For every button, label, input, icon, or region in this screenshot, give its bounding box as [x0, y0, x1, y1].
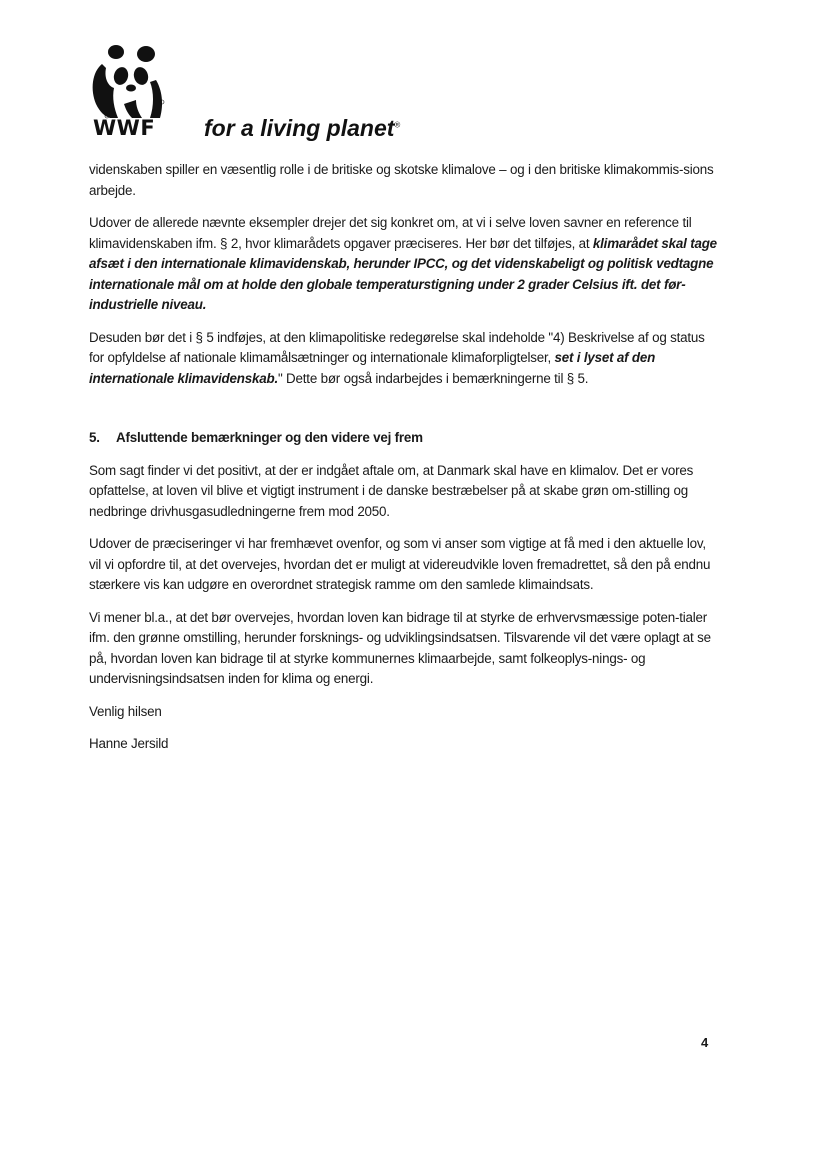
- signature-name: Hanne Jersild: [89, 736, 169, 751]
- paragraph-3: [89, 328, 721, 390]
- paragraph-2-text: Udover de allerede nævnte eksempler drejer det sig konkret om, at vi i selve loven savner en reference til klimavidenskaben ifm. § 2, hvor klimarådets opgaver præciseres. Her bør det tilføjes, at: [89, 215, 692, 251]
- paragraph-3-emphasis: set i lyset af den internationale klimavidenskab.: [89, 350, 656, 386]
- letter-body: [89, 160, 721, 767]
- registered-mark: ®: [394, 120, 401, 130]
- paragraph-3-tail: " Dette bør også indarbejdes i bemærkningerne til § 5.: [277, 370, 589, 386]
- paragraph-3-text: Desuden bør det i § 5 indføjes, at den klimapolitiske redegørelse skal indeholde "4) Beskrivelse af og status for opfyldelse af nationale klimamålsætninger og internationale klimaforpligtelser,: [89, 329, 705, 365]
- section-number: 5.: [89, 430, 100, 445]
- page-number: 4: [701, 1035, 709, 1050]
- closing: Venlig hilsen: [89, 703, 162, 719]
- section-title: Afsluttende bemærkninger og den videre vej frem: [116, 430, 423, 445]
- section-heading: [89, 428, 721, 449]
- paragraph-5: Udover de præciseringer vi har fremhævet ovenfor, og som vi anser som vigtige at få med i den aktuelle lov, vil vi opfordre til, at det overvejes, hvordan det er muligt at videreudvikle loven fremadrettet, så den på endnu stærkere vis kan udgøre en overordnet strategisk ramme om den samlede klimaindsats.: [89, 536, 711, 592]
- panda-icon: [88, 42, 178, 120]
- tagline-text: for a living planet: [204, 115, 395, 141]
- paragraph-2-emphasis: klimarådet skal tage afsæt i den internationale klimavidenskab, herunder IPCC, og det videnskabeligt og politisk vedtagne internationale mål om at holde den globale temperaturstigning under 2 grader Celsius ift. det før-industrielle niveau.: [89, 235, 717, 312]
- paragraph-4: Som sagt finder vi det positivt, at der er indgået aftale om, at Danmark skal have en klimalov. Det er vores opfattelse, at loven vil blive et vigtigt instrument i de danske bestræbelser på at skabe grøn om-stilling og nedbringe drivhusgasudledningerne frem mod 2050.: [89, 462, 694, 519]
- paragraph-2: [89, 213, 721, 316]
- paragraph-6: Vi mener bl.a., at det bør overvejes, hvordan loven kan bidrage til at styrke de erhvervsmæssige poten-tialer ifm. den grønne omstilling, herunder forsknings- og udviklingsindsatsen. Tilsvarende vil det være oplagt at se på, hvordan loven kan bidrage til at styrke kommunernes klimaarbejde, samt folkeoplys-nings- og undervisningsindsatsen inden for klima og energi.: [89, 609, 711, 686]
- paragraph-1: videnskaben spiller en væsentlig rolle i de britiske og skotske klimalove – og i den britiske klimakommis-sions arbejde.: [89, 162, 714, 198]
- logo-text: WWF: [93, 116, 156, 140]
- tagline: [204, 115, 400, 142]
